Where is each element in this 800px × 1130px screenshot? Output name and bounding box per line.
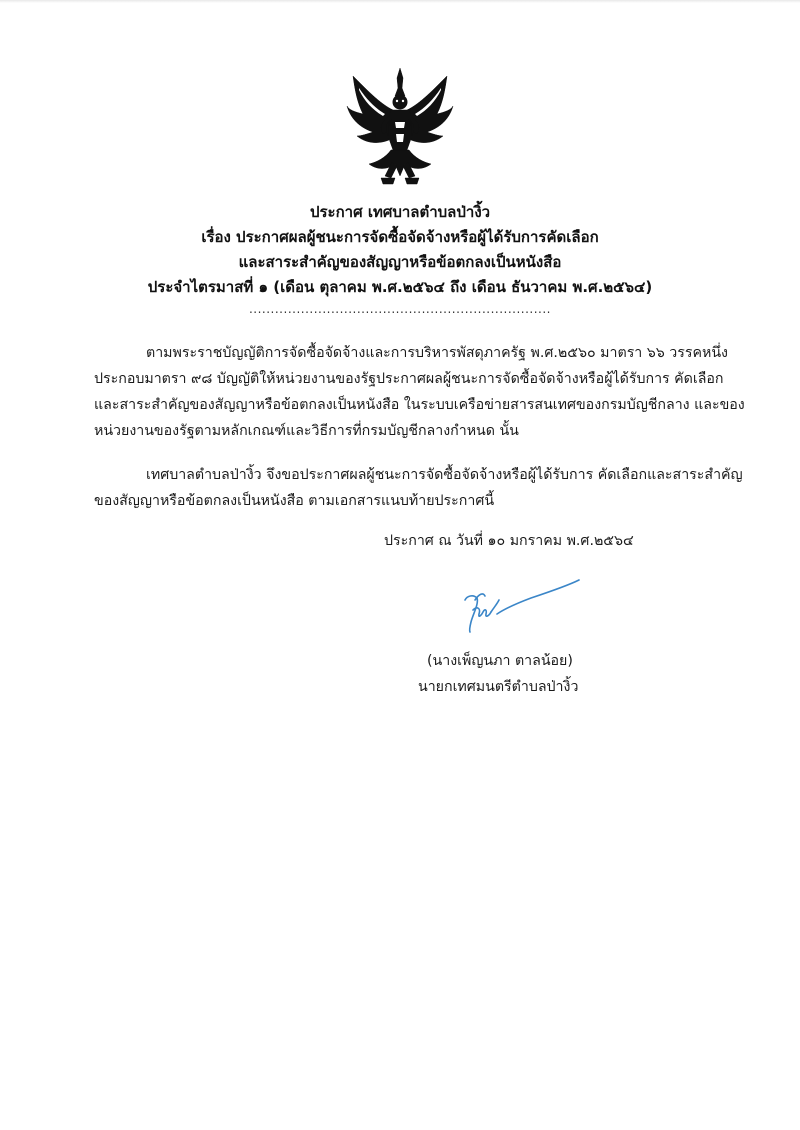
- header-period: ประจำไตรมาสที่ ๑ (เดือน ตุลาคม พ.ศ.๒๕๖๔ ถึง เดือน ธันวาคม พ.ศ.๒๕๖๔): [147, 278, 653, 296]
- body-paragraph-1: [94, 340, 745, 444]
- paragraph-line: หน่วยงานของรัฐตามหลักเกณฑ์และวิธีการที่กรมบัญชีกลางกำหนด นั้น: [94, 423, 519, 439]
- paragraph-line: เทศบาลตำบลป่างิ้ว จึงขอประกาศผลผู้ชนะการจัดซื้อจัดจ้างหรือผู้ได้รับการ คัดเลือกและสาระสำคัญ: [146, 467, 743, 483]
- header-subject-cont: และสาระสำคัญของสัญญาหรือข้อตกลงเป็นหนังสือ: [238, 253, 562, 271]
- header-issuer: ประกาศ เทศบาลตำบลป่างิ้ว: [309, 203, 491, 221]
- paragraph-line: ประกอบมาตรา ๙๘ บัญญัติให้หน่วยงานของรัฐประกาศผลผู้ชนะการจัดซื้อจัดจ้างหรือผู้ได้รับการ คัดเลือก: [94, 371, 724, 387]
- scan-edge: [0, 0, 800, 3]
- dotted-separator: ......................................................................: [248, 302, 551, 316]
- garuda-emblem-icon: [345, 66, 455, 188]
- signer-name: (นางเพ็ญนภา ตาลน้อย): [427, 653, 573, 669]
- handwritten-signature-icon: [455, 570, 585, 640]
- body-paragraph-2: [94, 462, 743, 514]
- paragraph-line: ของสัญญาหรือข้อตกลงเป็นหนังสือ ตามเอกสารแนบท้ายประกาศนี้: [94, 493, 495, 509]
- announcement-date: ประกาศ ณ วันที่ ๑๐ มกราคม พ.ศ.๒๕๖๔: [384, 533, 634, 549]
- header-subject: เรื่อง ประกาศผลผู้ชนะการจัดซื้อจัดจ้างหรือผู้ได้รับการคัดเลือก: [201, 228, 599, 246]
- announcement-header: [60, 200, 740, 300]
- paragraph-line: ตามพระราชบัญญัติการจัดซื้อจัดจ้างและการบริหารพัสดุภาครัฐ พ.ศ.๒๕๖๐ มาตรา ๖๖ วรรคหนึ่ง: [146, 345, 728, 361]
- signer-position: นายกเทศมนตรีตำบลป่างิ้ว: [418, 679, 579, 695]
- paragraph-line: และสาระสำคัญของสัญญาหรือข้อตกลงเป็นหนังสือ ในระบบเครือข่ายสารสนเทศของกรมบัญชีกลาง และของ: [94, 397, 745, 413]
